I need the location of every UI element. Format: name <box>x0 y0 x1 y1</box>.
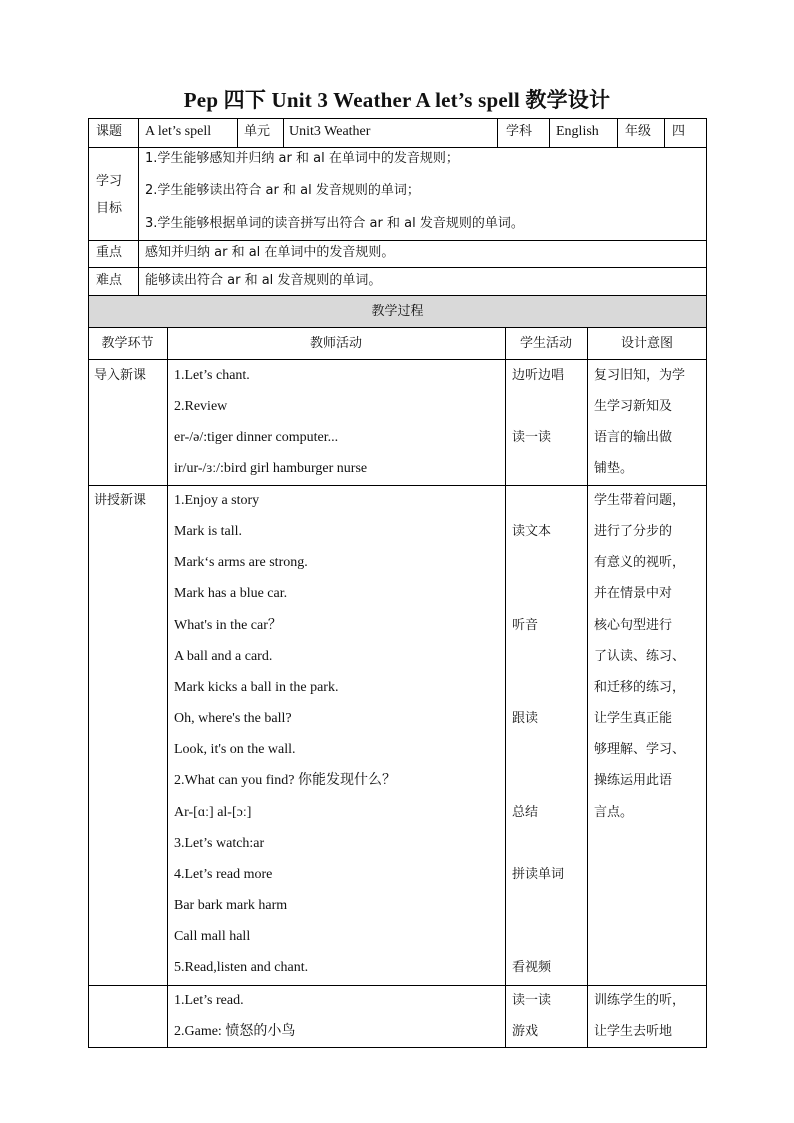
objectives-label-line1: 学习 <box>96 174 123 189</box>
col-divider <box>283 118 284 147</box>
teacher-activity-line: Look, it's on the wall. <box>174 742 296 757</box>
objective-item: 2.学生能够读出符合 ar 和 al 发音规则的单词； <box>145 183 420 198</box>
col-divider <box>237 118 238 147</box>
student-activity: 看视频 <box>512 960 552 975</box>
col-divider <box>664 118 665 147</box>
difficulty-text: 能够读出符合 ar 和 al 发音规则的单词。 <box>145 273 382 288</box>
difficulty-label: 难点 <box>96 273 123 288</box>
teacher-activity-line: What's in the car？ <box>174 618 282 633</box>
design-intent-line: 了认读、练习、 <box>594 649 686 664</box>
student-activity: 游戏 <box>512 1024 539 1039</box>
column-header: 教师活动 <box>309 336 362 351</box>
design-intent-line: 让学生真正能 <box>594 711 673 726</box>
key-point-label: 重点 <box>96 245 123 260</box>
teacher-activity-line: A ball and a card. <box>174 649 273 664</box>
teacher-activity-line: 1.Enjoy a story <box>174 493 260 508</box>
design-intent-line: 够理解、学习、 <box>594 742 686 757</box>
unit-label: 单元 <box>244 124 271 139</box>
teacher-activity-line: 2.What can you find? 你能发现什么？ <box>174 773 397 788</box>
process-header: 教学过程 <box>371 304 424 319</box>
col-divider <box>587 327 588 1048</box>
teacher-activity-line: 4.Let’s read more <box>174 867 273 882</box>
student-activity: 听音 <box>512 618 539 633</box>
teacher-activity-line: 3.Let’s watch:ar <box>174 836 265 851</box>
column-header: 设计意图 <box>620 336 673 351</box>
stage-label: 导入新课 <box>94 368 147 383</box>
row-divider <box>88 485 707 486</box>
row-divider <box>88 240 707 241</box>
row-divider <box>88 359 707 360</box>
row-divider <box>88 267 707 268</box>
topic-value: A let’s spell <box>145 124 212 139</box>
grade-label: 年级 <box>625 124 652 139</box>
student-activity: 读文本 <box>512 524 552 539</box>
design-intent-line: 训练学生的听， <box>594 993 686 1008</box>
row-divider <box>88 147 707 148</box>
col-divider <box>497 118 498 147</box>
col-divider <box>505 327 506 1048</box>
design-intent-line: 复习旧知，为学 <box>594 368 686 383</box>
design-intent-line: 语言的输出做 <box>594 430 673 445</box>
teacher-activity-line: 1.Let’s chant. <box>174 368 250 383</box>
design-intent-line: 让学生去听地 <box>594 1024 673 1039</box>
teacher-activity-line: 5.Read,listen and chant. <box>174 960 309 975</box>
objectives-label-line2: 目标 <box>96 201 123 216</box>
design-intent-line: 有意义的视听， <box>594 555 686 570</box>
teacher-activity-line: er-/ə/:tiger dinner computer... <box>174 430 339 445</box>
key-point-text: 感知并归纳 ar 和 al 在单词中的发音规则。 <box>145 245 395 260</box>
teacher-activity-line: 2.Review <box>174 399 228 414</box>
design-intent-line: 核心句型进行 <box>594 618 673 633</box>
design-intent-line: 和迁移的练习， <box>594 680 686 695</box>
student-activity: 边听边唱 <box>512 368 565 383</box>
teacher-activity-line: Mark has a blue car. <box>174 586 288 601</box>
unit-value: Unit3 Weather <box>289 124 371 139</box>
topic-label: 课题 <box>96 124 123 139</box>
design-intent-line: 学生带着问题， <box>594 493 686 508</box>
design-intent-line: 生学习新知及 <box>594 399 673 414</box>
design-intent-line: 言点。 <box>594 805 634 820</box>
design-intent-line: 铺垫。 <box>594 461 634 476</box>
col-divider <box>617 118 618 147</box>
col-divider <box>138 118 139 295</box>
teacher-activity-line: Oh, where's the ball? <box>174 711 292 726</box>
teacher-activity-line: ir/ur-/ɜː/:bird girl hamburger nurse <box>174 461 368 476</box>
student-activity: 拼读单词 <box>512 867 565 882</box>
col-divider <box>549 118 550 147</box>
teacher-activity-line: 2.Game: 愤怒的小鸟 <box>174 1024 296 1039</box>
teacher-activity-line: Mark is tall. <box>174 524 243 539</box>
student-activity: 跟读 <box>512 711 539 726</box>
design-intent-line: 进行了分步的 <box>594 524 673 539</box>
student-activity: 总结 <box>512 805 539 820</box>
objective-item: 3.学生能够根据单词的读音拼写出符合 ar 和 al 发音规则的单词。 <box>145 216 524 231</box>
teacher-activity-line: 1.Let’s read. <box>174 993 244 1008</box>
design-intent-line: 操练运用此语 <box>594 773 673 788</box>
student-activity: 读一读 <box>512 993 552 1008</box>
grade-value: 四 <box>672 124 686 139</box>
teacher-activity-line: Mark‘s arms are strong. <box>174 555 308 570</box>
design-intent-line: 并在情景中对 <box>594 586 673 601</box>
col-divider <box>167 327 168 1048</box>
teacher-activity-line: Ar-[ɑː] al-[ɔː] <box>174 805 252 820</box>
stage-label: 讲授新课 <box>94 493 147 508</box>
row-divider <box>88 985 707 986</box>
subject-value: English <box>556 124 599 139</box>
row-divider <box>88 327 707 328</box>
objective-item: 1.学生能够感知并归纳 ar 和 al 在单词中的发音规则； <box>145 151 459 166</box>
teacher-activity-line: Bar bark mark harm <box>174 898 288 913</box>
subject-label: 学科 <box>506 124 533 139</box>
student-activity: 读一读 <box>512 430 552 445</box>
teacher-activity-line: Mark kicks a ball in the park. <box>174 680 339 695</box>
column-header: 学生活动 <box>519 336 572 351</box>
document-title: Pep 四下 Unit 3 Weather A let’s spell 教学设计 <box>183 88 611 112</box>
column-header: 教学环节 <box>101 336 154 351</box>
teacher-activity-line: Call mall hall <box>174 929 251 944</box>
